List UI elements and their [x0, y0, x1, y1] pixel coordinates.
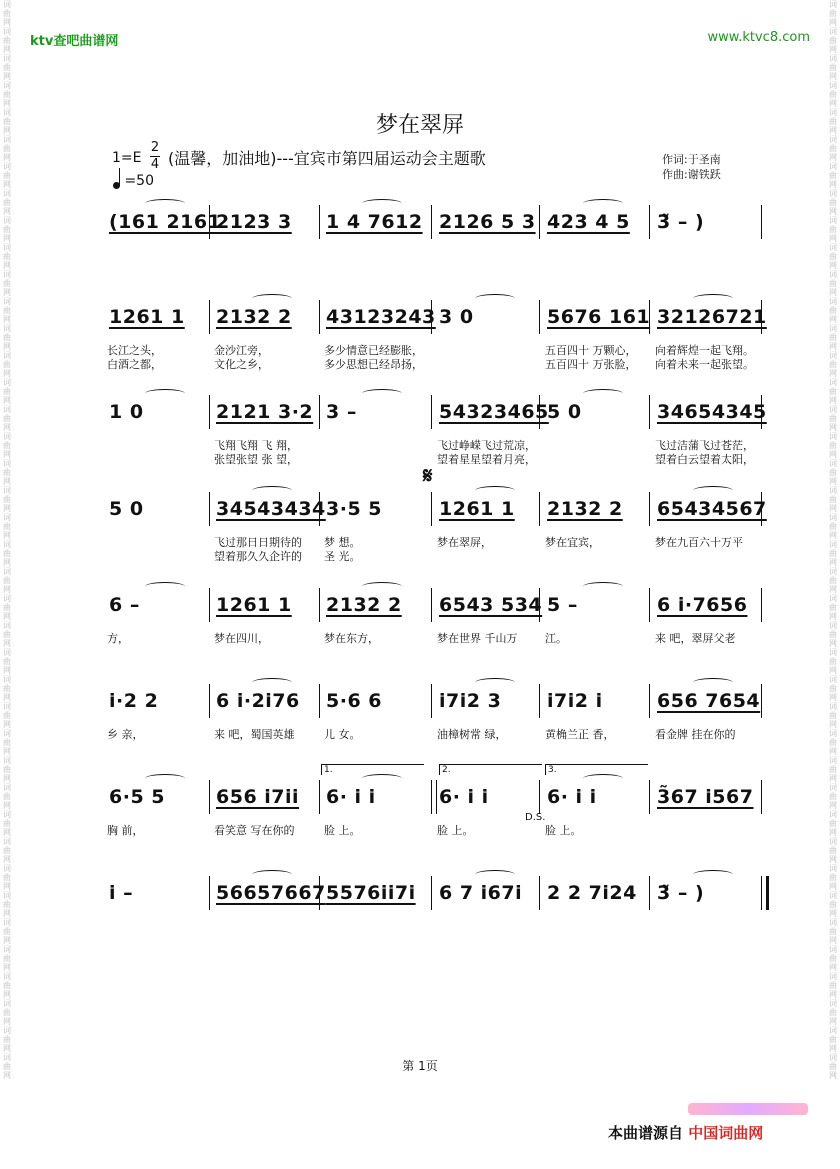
measure: 5 0 — [109, 498, 144, 520]
lyric-line-1: 长江之头， — [107, 344, 162, 357]
measure: i – — [109, 882, 134, 904]
bar-line — [431, 588, 432, 622]
measure: 32126721 — [657, 306, 767, 328]
bar-line — [431, 684, 432, 718]
measure: 2 2 7i24 — [547, 882, 637, 904]
lyric-line-1: 飞过峥嵘飞过荒凉， — [437, 439, 536, 452]
measure: 6 i·7656 — [657, 594, 748, 616]
bar-line — [539, 684, 540, 718]
bar-line — [209, 780, 210, 814]
lyric-line-2: 多少思想已经昂扬， — [324, 358, 423, 371]
measure: 1 4 7612 — [326, 211, 423, 233]
slur-mark — [583, 199, 623, 208]
measure: 656 i7ii — [216, 786, 300, 808]
volta-bracket: 2. — [439, 764, 542, 775]
slur-mark — [475, 870, 515, 879]
bar-line — [319, 205, 320, 239]
lyric-line-1: 来 吧，蜀国英雄 — [214, 728, 295, 741]
lyric-line-1: 江。 — [545, 632, 567, 645]
lyric-line-1: 多少情意已经膨胀， — [324, 344, 423, 357]
page-number: 第 1页 — [402, 1059, 438, 1073]
measure: 6543 534 — [439, 594, 543, 616]
lyric-line-2: 圣 光。 — [324, 550, 361, 563]
slur-mark — [693, 870, 733, 879]
lyric-line-2: 望着白云望着太阳， — [655, 453, 754, 466]
lyric-line-1: 梦在宜宾， — [545, 536, 600, 549]
bar-line — [761, 876, 769, 910]
measure: 423 4 5 — [547, 211, 630, 233]
time-sig-top: 2 — [150, 140, 160, 155]
lyric-line-1: 五百四十 万颗心， — [545, 344, 637, 357]
measure: 6·5 5 — [109, 786, 165, 808]
bar-line — [431, 205, 432, 239]
slur-mark — [362, 199, 402, 208]
lyric-line-2: 望着星星望着月亮， — [437, 453, 536, 466]
slur-mark — [693, 678, 733, 687]
slur-mark — [475, 678, 515, 687]
bar-line — [209, 588, 210, 622]
bar-line — [539, 205, 540, 239]
dal-segno: D.S. — [525, 812, 546, 823]
lyric-line-1: 向着辉煌一起飞翔。 — [655, 344, 754, 357]
lyric-line-1: 乡 亲， — [107, 728, 144, 741]
lyric-line-1: 梦在翠屏， — [437, 536, 492, 549]
measure: 1261 1 — [109, 306, 185, 328]
lyric-line-1: 梦 想。 — [324, 536, 361, 549]
measure: 34654345 — [657, 401, 767, 423]
bar-line — [319, 684, 320, 718]
slur-mark — [145, 774, 185, 783]
lyric-line-1: 飞过那日日期待的 — [214, 536, 302, 549]
measure: 5 – — [547, 594, 578, 616]
footer-source — [608, 1122, 763, 1143]
slur-mark — [252, 294, 292, 303]
measure: 5·6 6 — [326, 690, 382, 712]
slur-mark — [475, 486, 515, 495]
slur-mark — [252, 486, 292, 495]
measure: 6· i i — [547, 786, 597, 808]
measure: 3̃67 i567 — [657, 786, 754, 808]
measure: 1 0 — [109, 401, 144, 423]
lyric-line-1: 梦在东方， — [324, 632, 379, 645]
lyric-line-1: 儿 女。 — [324, 728, 361, 741]
bar-line — [209, 876, 210, 910]
measure: 6 – — [109, 594, 140, 616]
volta-bracket: 1. — [321, 764, 424, 775]
lyric-line-1: 黄桷兰正 香， — [545, 728, 615, 741]
measure: 56657667 — [216, 882, 326, 904]
lyric-line-1: 飞过洁蒲飞过苍茫， — [655, 439, 754, 452]
footer-prefix: 本曲谱源自 — [608, 1124, 684, 1142]
lyric-line-1: 脸 上。 — [324, 824, 361, 837]
measure: 54323465 — [439, 401, 549, 423]
bar-line — [761, 684, 762, 718]
lyric-line-1: 飞翔飞翔 飞 翔， — [214, 439, 298, 452]
lyric-line-2: 张望张望 张 望， — [214, 453, 298, 466]
lyric-line-1: 脸 上。 — [545, 824, 582, 837]
volta-bracket: 3. — [545, 764, 648, 775]
bar-line — [539, 300, 540, 334]
bar-line — [761, 588, 762, 622]
bar-line — [649, 395, 650, 429]
bar-line — [209, 300, 210, 334]
lyric-line-1: 胸 前， — [107, 824, 144, 837]
bar-line — [209, 684, 210, 718]
lyric-line-1: 梦在四川， — [214, 632, 269, 645]
key-signature: 1=E — [112, 150, 142, 166]
measure: 1261 1 — [216, 594, 292, 616]
slur-mark — [362, 774, 402, 783]
measure: 2126 5 3 — [439, 211, 536, 233]
bar-line — [319, 588, 320, 622]
lyric-line-2: 文化之乡， — [214, 358, 269, 371]
measure: 2132 2 — [216, 306, 292, 328]
lyric-line-1: 方， — [107, 632, 129, 645]
segno-sign: 𝄋 — [423, 464, 433, 489]
measure: 1261 1 — [439, 498, 515, 520]
song-title: 梦在翠屏 — [375, 113, 464, 138]
bar-line — [649, 492, 650, 526]
measure: 65434567 — [657, 498, 767, 520]
bar-line — [649, 876, 650, 910]
measure: i7i2 3 — [439, 690, 502, 712]
measure: (161 2161 — [109, 211, 222, 233]
slur-mark — [252, 678, 292, 687]
measure: 6 i·2i76 — [216, 690, 300, 712]
measure: 5 0 — [547, 401, 582, 423]
bar-line — [649, 684, 650, 718]
measure: 3 – — [326, 401, 357, 423]
quarter-note-icon — [113, 182, 120, 189]
bar-line — [539, 780, 540, 814]
measure: 5576ii7i — [326, 882, 416, 904]
slur-mark — [252, 870, 292, 879]
measure: 3̃ – ) — [657, 882, 705, 904]
bar-line — [319, 780, 320, 814]
bar-line — [319, 300, 320, 334]
bar-line — [431, 492, 432, 526]
measure: 6· i i — [326, 786, 376, 808]
bar-line — [431, 780, 437, 814]
lyric-line-2: 向着未来一起张望。 — [655, 358, 754, 371]
lyric-line-1: 看笑意 写在你的 — [214, 824, 295, 837]
bar-line — [209, 395, 210, 429]
tempo-value: =50 — [124, 173, 154, 189]
bar-line — [209, 492, 210, 526]
bar-line — [761, 205, 762, 239]
lyric-line-2: 五百四十 万张脸， — [545, 358, 637, 371]
slur-mark — [583, 389, 623, 398]
footer-logo — [688, 1103, 808, 1115]
composer: 作曲:谢铁跃 — [662, 168, 721, 181]
song-subtitle: (温馨，加油地)---宜宾市第四届运动会主题歌 — [168, 149, 486, 168]
measure: 3 0 — [439, 306, 474, 328]
bar-line — [539, 492, 540, 526]
lyric-line-1: 梦在世界 千山万 — [437, 632, 518, 645]
bar-line — [431, 876, 432, 910]
bar-line — [761, 780, 762, 814]
slur-mark — [693, 294, 733, 303]
bar-line — [649, 780, 650, 814]
slur-mark — [362, 582, 402, 591]
measure: 43123243 — [326, 306, 436, 328]
lyric-line-2: 望着那久久企许的 — [214, 550, 302, 563]
tempo-marking — [113, 173, 154, 189]
measure: i7i2 i — [547, 690, 603, 712]
lyric-line-1: 看金牌 挂在你的 — [655, 728, 736, 741]
bar-line — [649, 205, 650, 239]
measure: 2121 3·2 — [216, 401, 314, 423]
bar-line — [431, 395, 432, 429]
lyric-line-2: 白酒之都， — [107, 358, 162, 371]
measure: 6· i i — [439, 786, 489, 808]
site-url-right[interactable]: www.ktvc8.com — [707, 30, 810, 45]
lyric-line-1: 梦在九百六十万平 — [655, 536, 743, 549]
measure: 3̃ – ) — [657, 211, 705, 233]
footer-site[interactable]: 中国词曲网 — [688, 1124, 764, 1142]
lyric-line-1: 脸 上。 — [437, 824, 474, 837]
measure: 34543434 — [216, 498, 326, 520]
measure: i·2 2 — [109, 690, 159, 712]
watermark-strip-left: 词曲网词曲网词曲网词曲网词曲网词曲网词曲网词曲网词曲网词曲网词曲网词曲网词曲网词曲网词曲网词曲网词曲网词曲网词曲网词曲网词曲网词曲网词曲网词曲网词曲网词曲网词曲网词曲网词曲网词曲网词曲网词曲网词曲网词曲网词曲网词曲网词曲网词曲网词曲网词曲网 — [3, 0, 11, 1080]
slur-mark — [475, 294, 515, 303]
slur-mark — [583, 582, 623, 591]
slur-mark — [145, 389, 185, 398]
measure: 5676 161 — [547, 306, 651, 328]
time-sig-bottom: 4 — [150, 157, 160, 172]
measure: 2123 3 — [216, 211, 292, 233]
bar-line — [539, 876, 540, 910]
slur-mark — [362, 389, 402, 398]
lyricist: 作词:于圣南 — [662, 153, 721, 166]
slur-mark — [145, 199, 185, 208]
measure: 6 7 i67i — [439, 882, 523, 904]
watermark-strip-right: 词曲网词曲网词曲网词曲网词曲网词曲网词曲网词曲网词曲网词曲网词曲网词曲网词曲网词曲网词曲网词曲网词曲网词曲网词曲网词曲网词曲网词曲网词曲网词曲网词曲网词曲网词曲网词曲网词曲网词曲网词曲网词曲网词曲网词曲网词曲网词曲网词曲网词曲网词曲网词曲网 — [829, 0, 837, 1080]
lyric-line-1: 金沙江旁， — [214, 344, 269, 357]
measure: 2132 2 — [547, 498, 623, 520]
measure: 2132 2 — [326, 594, 402, 616]
slur-mark — [583, 774, 623, 783]
time-signature — [150, 140, 160, 173]
credits — [662, 152, 721, 182]
measure: 3·5 5 — [326, 498, 382, 520]
measure: 656 7654 — [657, 690, 761, 712]
bar-line — [649, 588, 650, 622]
lyric-line-1: 油樟树常 绿， — [437, 728, 507, 741]
bar-line — [319, 395, 320, 429]
lyric-line-1: 来 吧，翠屏父老 — [655, 632, 736, 645]
slur-mark — [693, 486, 733, 495]
slur-mark — [145, 582, 185, 591]
site-name-left[interactable]: ktv查吧曲谱网 — [30, 34, 119, 49]
